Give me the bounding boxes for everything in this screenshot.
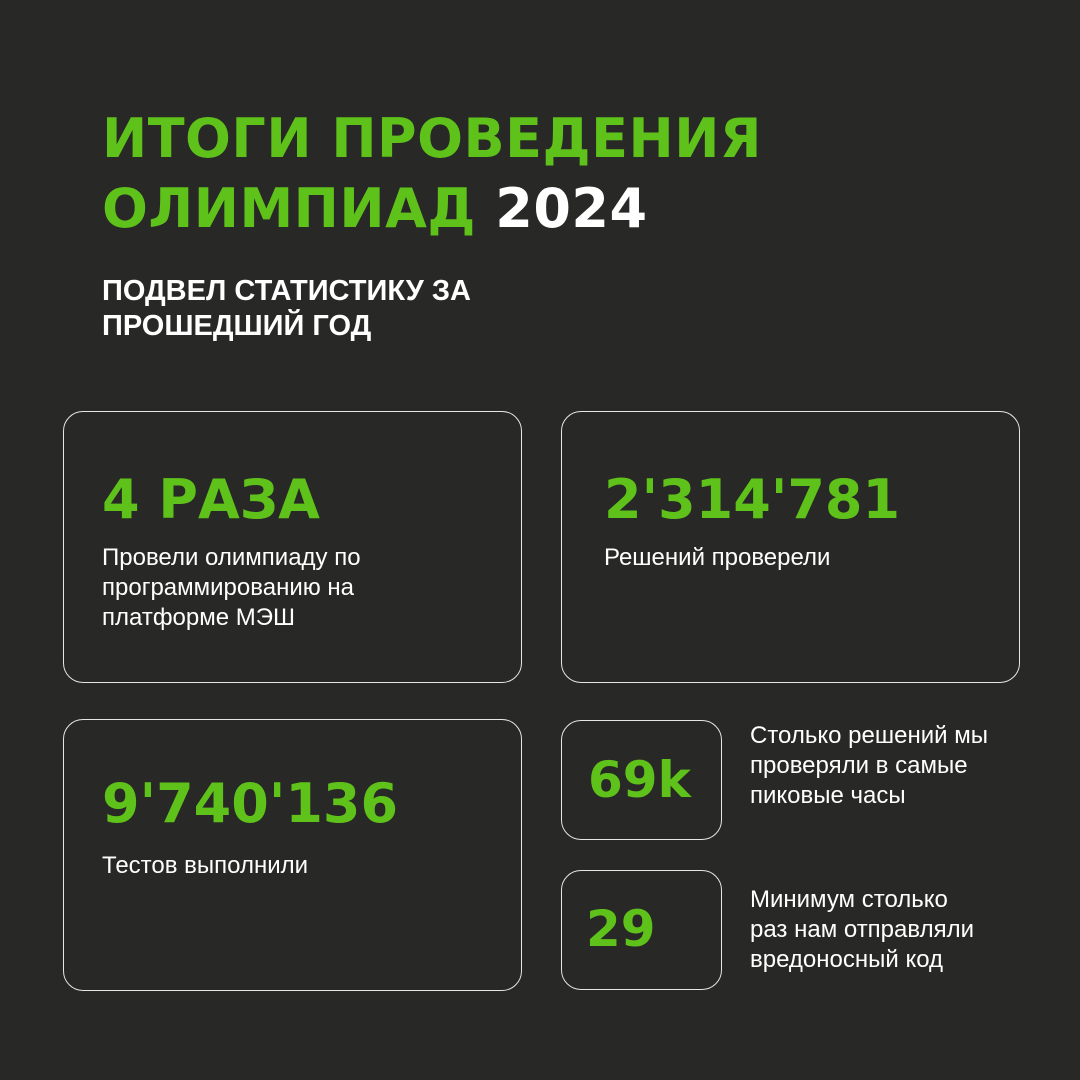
stat-label-line: платформе МЭШ bbox=[102, 604, 296, 631]
stat-card-malicious bbox=[561, 870, 722, 990]
stat-label-line: вредоносный код bbox=[750, 946, 944, 973]
stat-value-solutions: 2'314'781 bbox=[604, 468, 901, 531]
stat-value-tests: 9'740'136 bbox=[102, 772, 399, 835]
stat-card-tests bbox=[63, 719, 522, 991]
subtitle-line-1: ПОДВЕЛ СТАТИСТИКУ ЗА bbox=[102, 275, 471, 307]
stat-label-line: программированию на bbox=[102, 574, 354, 601]
subtitle-line-2: ПРОШЕДШИЙ ГОД bbox=[102, 310, 372, 342]
stat-label-line: раз нам отправляли bbox=[750, 916, 974, 943]
title-line-2 bbox=[102, 174, 762, 244]
stat-label-line: пиковые часы bbox=[750, 782, 906, 809]
title-olympiads: ОЛИМПИАД bbox=[102, 177, 476, 240]
stat-label-olympiads bbox=[102, 543, 361, 633]
title-year: 2024 bbox=[495, 177, 648, 240]
stat-card-olympiads bbox=[63, 411, 522, 683]
page-subtitle bbox=[102, 274, 471, 344]
stat-value-malicious: 29 bbox=[586, 900, 656, 958]
stat-label-malicious bbox=[750, 885, 974, 975]
title-line-1: ИТОГИ ПРОВЕДЕНИЯ bbox=[102, 107, 763, 170]
stat-label-tests bbox=[102, 851, 308, 881]
stat-label-line: проверяли в самые bbox=[750, 752, 968, 779]
page-title bbox=[102, 104, 762, 244]
stat-card-solutions bbox=[561, 411, 1020, 683]
stat-label-line: Тестов выполнили bbox=[102, 852, 309, 879]
stat-label-line: Столько решений мы bbox=[750, 722, 988, 749]
stat-value-peak: 69k bbox=[588, 751, 691, 809]
stat-label-line: Провели олимпиаду по bbox=[102, 544, 361, 571]
stat-label-solutions bbox=[604, 543, 830, 573]
stat-card-peak bbox=[561, 720, 722, 840]
stat-label-line: Минимум столько bbox=[750, 886, 948, 913]
stat-label-peak bbox=[750, 721, 988, 811]
stat-label-line: Решений проверели bbox=[604, 544, 831, 571]
stat-value-olympiads: 4 РАЗА bbox=[102, 468, 320, 531]
